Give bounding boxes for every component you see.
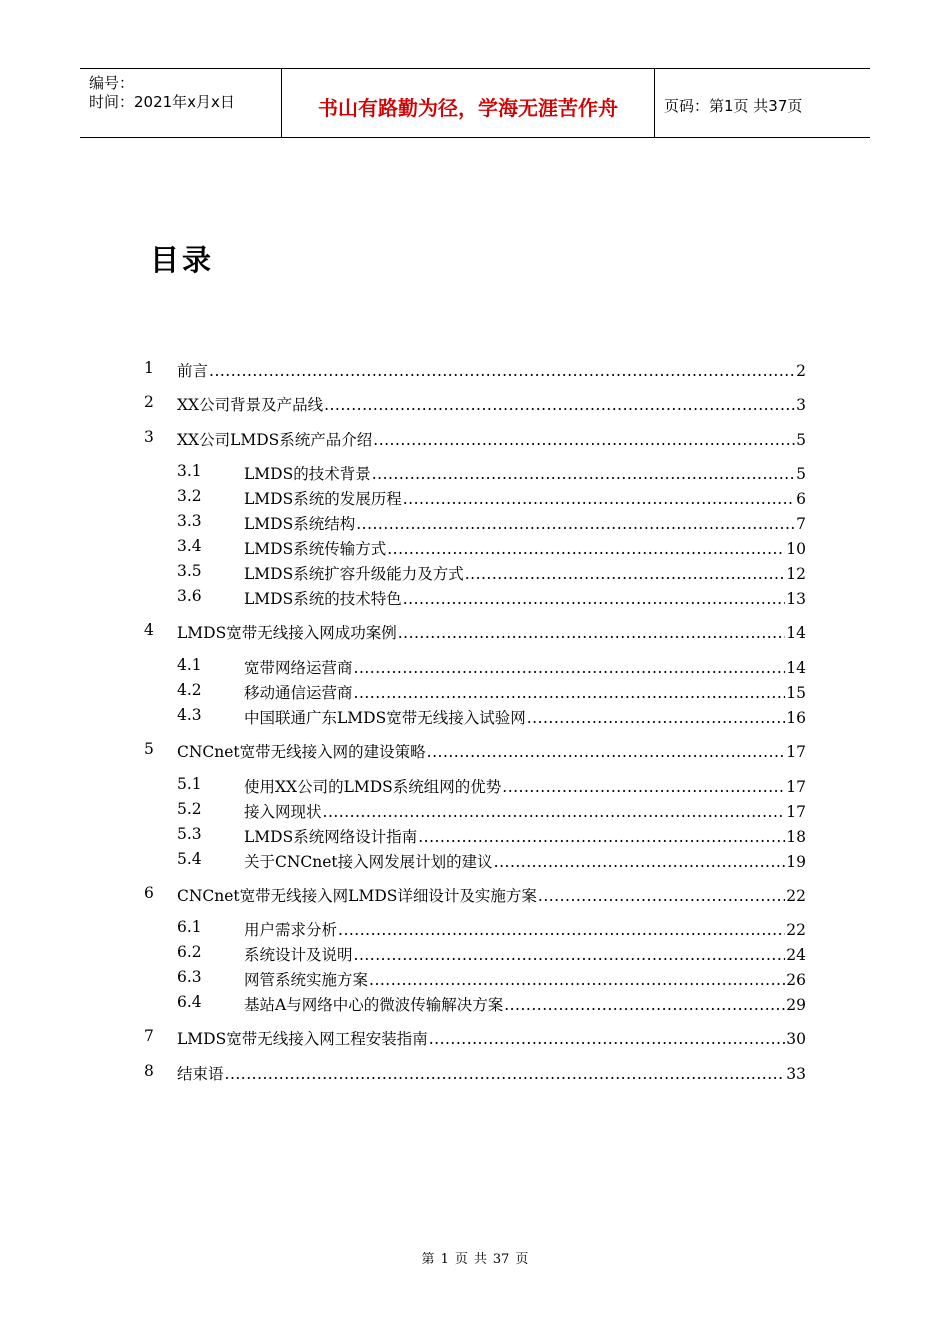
- toc-entry-body: [177, 393, 806, 415]
- toc-entry-body: [177, 428, 806, 450]
- toc-entry-page: 14: [786, 659, 806, 677]
- toc-leader-dots: [403, 490, 795, 508]
- toc-entry[interactable]: [0, 1062, 950, 1084]
- toc-entry-body: [244, 462, 806, 484]
- toc-entry-body: [244, 706, 806, 728]
- toc-leader-dots: [387, 540, 785, 558]
- toc-entry-page: 19: [786, 853, 806, 871]
- toc-entry-number: 8: [144, 1062, 154, 1080]
- toc-entry-label: LMDS系统扩容升级能力及方式: [244, 565, 464, 583]
- toc-entry-number: 3.3: [177, 512, 202, 530]
- toc-entry-label: 中国联通广东LMDS宽带无线接入试验网: [244, 709, 526, 727]
- toc-entry-number: 2: [144, 393, 154, 411]
- header-page-info: 页码：第1页 共37页: [664, 97, 803, 115]
- header-page-cell: [655, 69, 870, 137]
- toc-entry[interactable]: [0, 884, 950, 906]
- toc-entry-page: 5: [796, 431, 806, 449]
- toc-entry-number: 3.2: [177, 487, 202, 505]
- toc-entry-page: 14: [786, 624, 806, 642]
- header-table: [80, 68, 870, 138]
- toc-entry-body: [177, 1027, 806, 1049]
- toc-entry[interactable]: [0, 428, 950, 450]
- toc-entry-label: CNCnet宽带无线接入网的建设策略: [177, 743, 426, 761]
- toc-entry-body: [244, 918, 806, 940]
- toc-entry-page: 22: [786, 887, 806, 905]
- toc-entry-page: 17: [786, 803, 806, 821]
- toc-leader-dots: [538, 887, 785, 905]
- toc-entry-body: [244, 587, 806, 609]
- toc-entry-number: 3.4: [177, 537, 202, 555]
- toc-entry-body: [244, 681, 806, 703]
- toc-entry-label: 前言: [177, 362, 209, 380]
- toc-entry-body: [244, 968, 806, 990]
- toc-leader-dots: [354, 659, 786, 677]
- toc-entry-body: [244, 775, 806, 797]
- toc-leader-dots: [527, 709, 786, 727]
- toc-entry-label: LMDS系统的发展历程: [244, 490, 402, 508]
- toc-entry-label: LMDS系统传输方式: [244, 540, 387, 558]
- toc-leader-dots: [465, 565, 786, 583]
- toc-subentry[interactable]: [0, 537, 950, 559]
- toc-leader-dots: [209, 362, 795, 380]
- toc-entry-label: CNCnet宽带无线接入网LMDS详细设计及实施方案: [177, 887, 537, 905]
- toc-subentry[interactable]: [0, 706, 950, 728]
- toc-entry-number: 3.1: [177, 462, 202, 480]
- toc-entry-label: XX公司背景及产品线: [177, 396, 324, 414]
- toc-entry-label: 系统设计及说明: [244, 946, 353, 964]
- toc-entry-body: [244, 537, 806, 559]
- toc-subentry[interactable]: [0, 562, 950, 584]
- toc-entry-body: [177, 359, 806, 381]
- toc-entry-body: [244, 850, 806, 872]
- toc-subentry[interactable]: [0, 800, 950, 822]
- toc-entry-label: 用户需求分析: [244, 921, 338, 939]
- footer-text-di: 第: [421, 1252, 435, 1267]
- footer-total-pages: 37: [492, 1252, 510, 1267]
- toc-subentry[interactable]: [0, 943, 950, 965]
- toc-entry-number: 5.3: [177, 825, 202, 843]
- toc-leader-dots: [372, 465, 795, 483]
- toc-entry-label: LMDS宽带无线接入网工程安装指南: [177, 1030, 428, 1048]
- toc-leader-dots: [354, 946, 786, 964]
- toc-leader-dots: [356, 515, 795, 533]
- header-info-cell: [80, 69, 282, 137]
- toc-subentry[interactable]: [0, 656, 950, 678]
- toc-entry-number: 5.4: [177, 850, 202, 868]
- footer-text-ye-2: 页: [515, 1252, 529, 1267]
- page-title: 目录: [150, 243, 215, 277]
- toc-leader-dots: [494, 853, 786, 871]
- toc-leader-dots: [323, 803, 786, 821]
- toc-entry-label: 移动通信运营商: [244, 684, 353, 702]
- toc-leader-dots: [225, 1065, 786, 1083]
- toc-entry-label: 基站A与网络中心的微波传输解决方案: [244, 996, 504, 1014]
- toc-entry-page: 29: [786, 996, 806, 1014]
- toc-entry-number: 3: [144, 428, 154, 446]
- toc-entry-body: [244, 656, 806, 678]
- toc-leader-dots: [418, 828, 785, 846]
- toc-entry-number: 6.3: [177, 968, 202, 986]
- toc-entry-page: 12: [786, 565, 806, 583]
- toc-subentry[interactable]: [0, 775, 950, 797]
- toc-entry-page: 7: [796, 515, 806, 533]
- toc-entry-body: [244, 512, 806, 534]
- header-motto-cell: [282, 69, 655, 137]
- toc-entry-page: 17: [786, 778, 806, 796]
- toc-leader-dots: [324, 396, 795, 414]
- toc-entry-body: [177, 1062, 806, 1084]
- toc-entry-label: 关于CNCnet接入网发展计划的建议: [244, 853, 493, 871]
- toc-entry-page: 10: [786, 540, 806, 558]
- toc-entry-label: 结束语: [177, 1065, 224, 1083]
- toc-entry[interactable]: [0, 621, 950, 643]
- toc-entry-page: 13: [786, 590, 806, 608]
- toc-entry-label: XX公司LMDS系统产品介绍: [177, 431, 373, 449]
- toc-subentry[interactable]: [0, 512, 950, 534]
- toc-entry-label: 使用XX公司的LMDS系统组网的优势: [244, 778, 502, 796]
- toc-entry-label: LMDS宽带无线接入网成功案例: [177, 624, 397, 642]
- toc-entry-number: 1: [144, 359, 154, 377]
- toc-entry[interactable]: [0, 393, 950, 415]
- toc-leader-dots: [373, 431, 795, 449]
- toc-subentry[interactable]: [0, 850, 950, 872]
- toc-leader-dots: [369, 971, 785, 989]
- toc-entry-page: 26: [786, 971, 806, 989]
- toc-subentry[interactable]: [0, 968, 950, 990]
- toc-entry-label: 网管系统实施方案: [244, 971, 369, 989]
- toc-entry-body: [177, 884, 806, 906]
- toc-entry-label: LMDS的技术背景: [244, 465, 371, 483]
- toc-entry[interactable]: [0, 740, 950, 762]
- toc-leader-dots: [427, 743, 786, 761]
- toc-entry-page: 5: [796, 465, 806, 483]
- toc-entry-number: 4: [144, 621, 154, 639]
- toc-entry-page: 6: [796, 490, 806, 508]
- header-motto: 书山有路勤为径，学海无涯苦作舟: [318, 96, 618, 120]
- toc-leader-dots: [504, 996, 785, 1014]
- toc-entry-body: [244, 487, 806, 509]
- serial-label: 编号：: [89, 74, 135, 92]
- toc-entry-body: [244, 993, 806, 1015]
- toc-entry[interactable]: [0, 1027, 950, 1049]
- toc-subentry[interactable]: [0, 487, 950, 509]
- toc-entry-label: LMDS系统结构: [244, 515, 356, 533]
- time-label: 时间：2021年x月x日: [89, 93, 235, 111]
- page-footer: [0, 1248, 950, 1267]
- footer-text-gong: 共: [473, 1252, 487, 1267]
- toc-entry-page: 3: [796, 396, 806, 414]
- toc-entry-number: 4.3: [177, 706, 202, 724]
- toc-entry-number: 6: [144, 884, 154, 902]
- footer-current-page: 1: [440, 1252, 449, 1267]
- toc-subentry[interactable]: [0, 587, 950, 609]
- toc-entry-page: 16: [786, 709, 806, 727]
- toc-entry-body: [177, 621, 806, 643]
- toc-subentry[interactable]: [0, 825, 950, 847]
- toc-entry-label: LMDS系统的技术特色: [244, 590, 402, 608]
- toc-leader-dots: [429, 1030, 786, 1048]
- toc-entry-page: 17: [786, 743, 806, 761]
- toc-entry-number: 6.2: [177, 943, 202, 961]
- toc-entry-page: 30: [786, 1030, 806, 1048]
- toc-leader-dots: [502, 778, 785, 796]
- toc-entry-number: 6.1: [177, 918, 202, 936]
- toc-entry-number: 5: [144, 740, 154, 758]
- toc-entry-page: 2: [796, 362, 806, 380]
- toc-entry-page: 24: [786, 946, 806, 964]
- toc-entry-label: LMDS系统网络设计指南: [244, 828, 418, 846]
- toc-entry-number: 6.4: [177, 993, 202, 1011]
- toc-subentry[interactable]: [0, 462, 950, 484]
- toc-entry-page: 33: [786, 1065, 806, 1083]
- toc-entry-number: 5.1: [177, 775, 202, 793]
- toc-entry[interactable]: [0, 359, 950, 381]
- toc-entry-label: 宽带网络运营商: [244, 659, 353, 677]
- toc-leader-dots: [338, 921, 785, 939]
- toc-subentry[interactable]: [0, 993, 950, 1015]
- toc-leader-dots: [398, 624, 786, 642]
- toc-entry-body: [244, 825, 806, 847]
- toc-leader-dots: [354, 684, 786, 702]
- toc-entry-body: [244, 800, 806, 822]
- toc-entry-number: 3.5: [177, 562, 202, 580]
- toc-entry-number: 4.2: [177, 681, 202, 699]
- toc-subentry[interactable]: [0, 918, 950, 940]
- toc-entry-number: 5.2: [177, 800, 202, 818]
- toc-entry-label: 接入网现状: [244, 803, 322, 821]
- toc-entry-page: 22: [786, 921, 806, 939]
- toc-entry-number: 7: [144, 1027, 154, 1045]
- toc-leader-dots: [403, 590, 786, 608]
- toc-entry-page: 18: [786, 828, 806, 846]
- toc-subentry[interactable]: [0, 681, 950, 703]
- toc-entry-body: [244, 562, 806, 584]
- toc-entry-number: 3.6: [177, 587, 202, 605]
- toc-entry-number: 4.1: [177, 656, 202, 674]
- toc-entry-body: [177, 740, 806, 762]
- footer-text-ye: 页: [454, 1252, 468, 1267]
- toc-entry-body: [244, 943, 806, 965]
- toc-entry-page: 15: [786, 684, 806, 702]
